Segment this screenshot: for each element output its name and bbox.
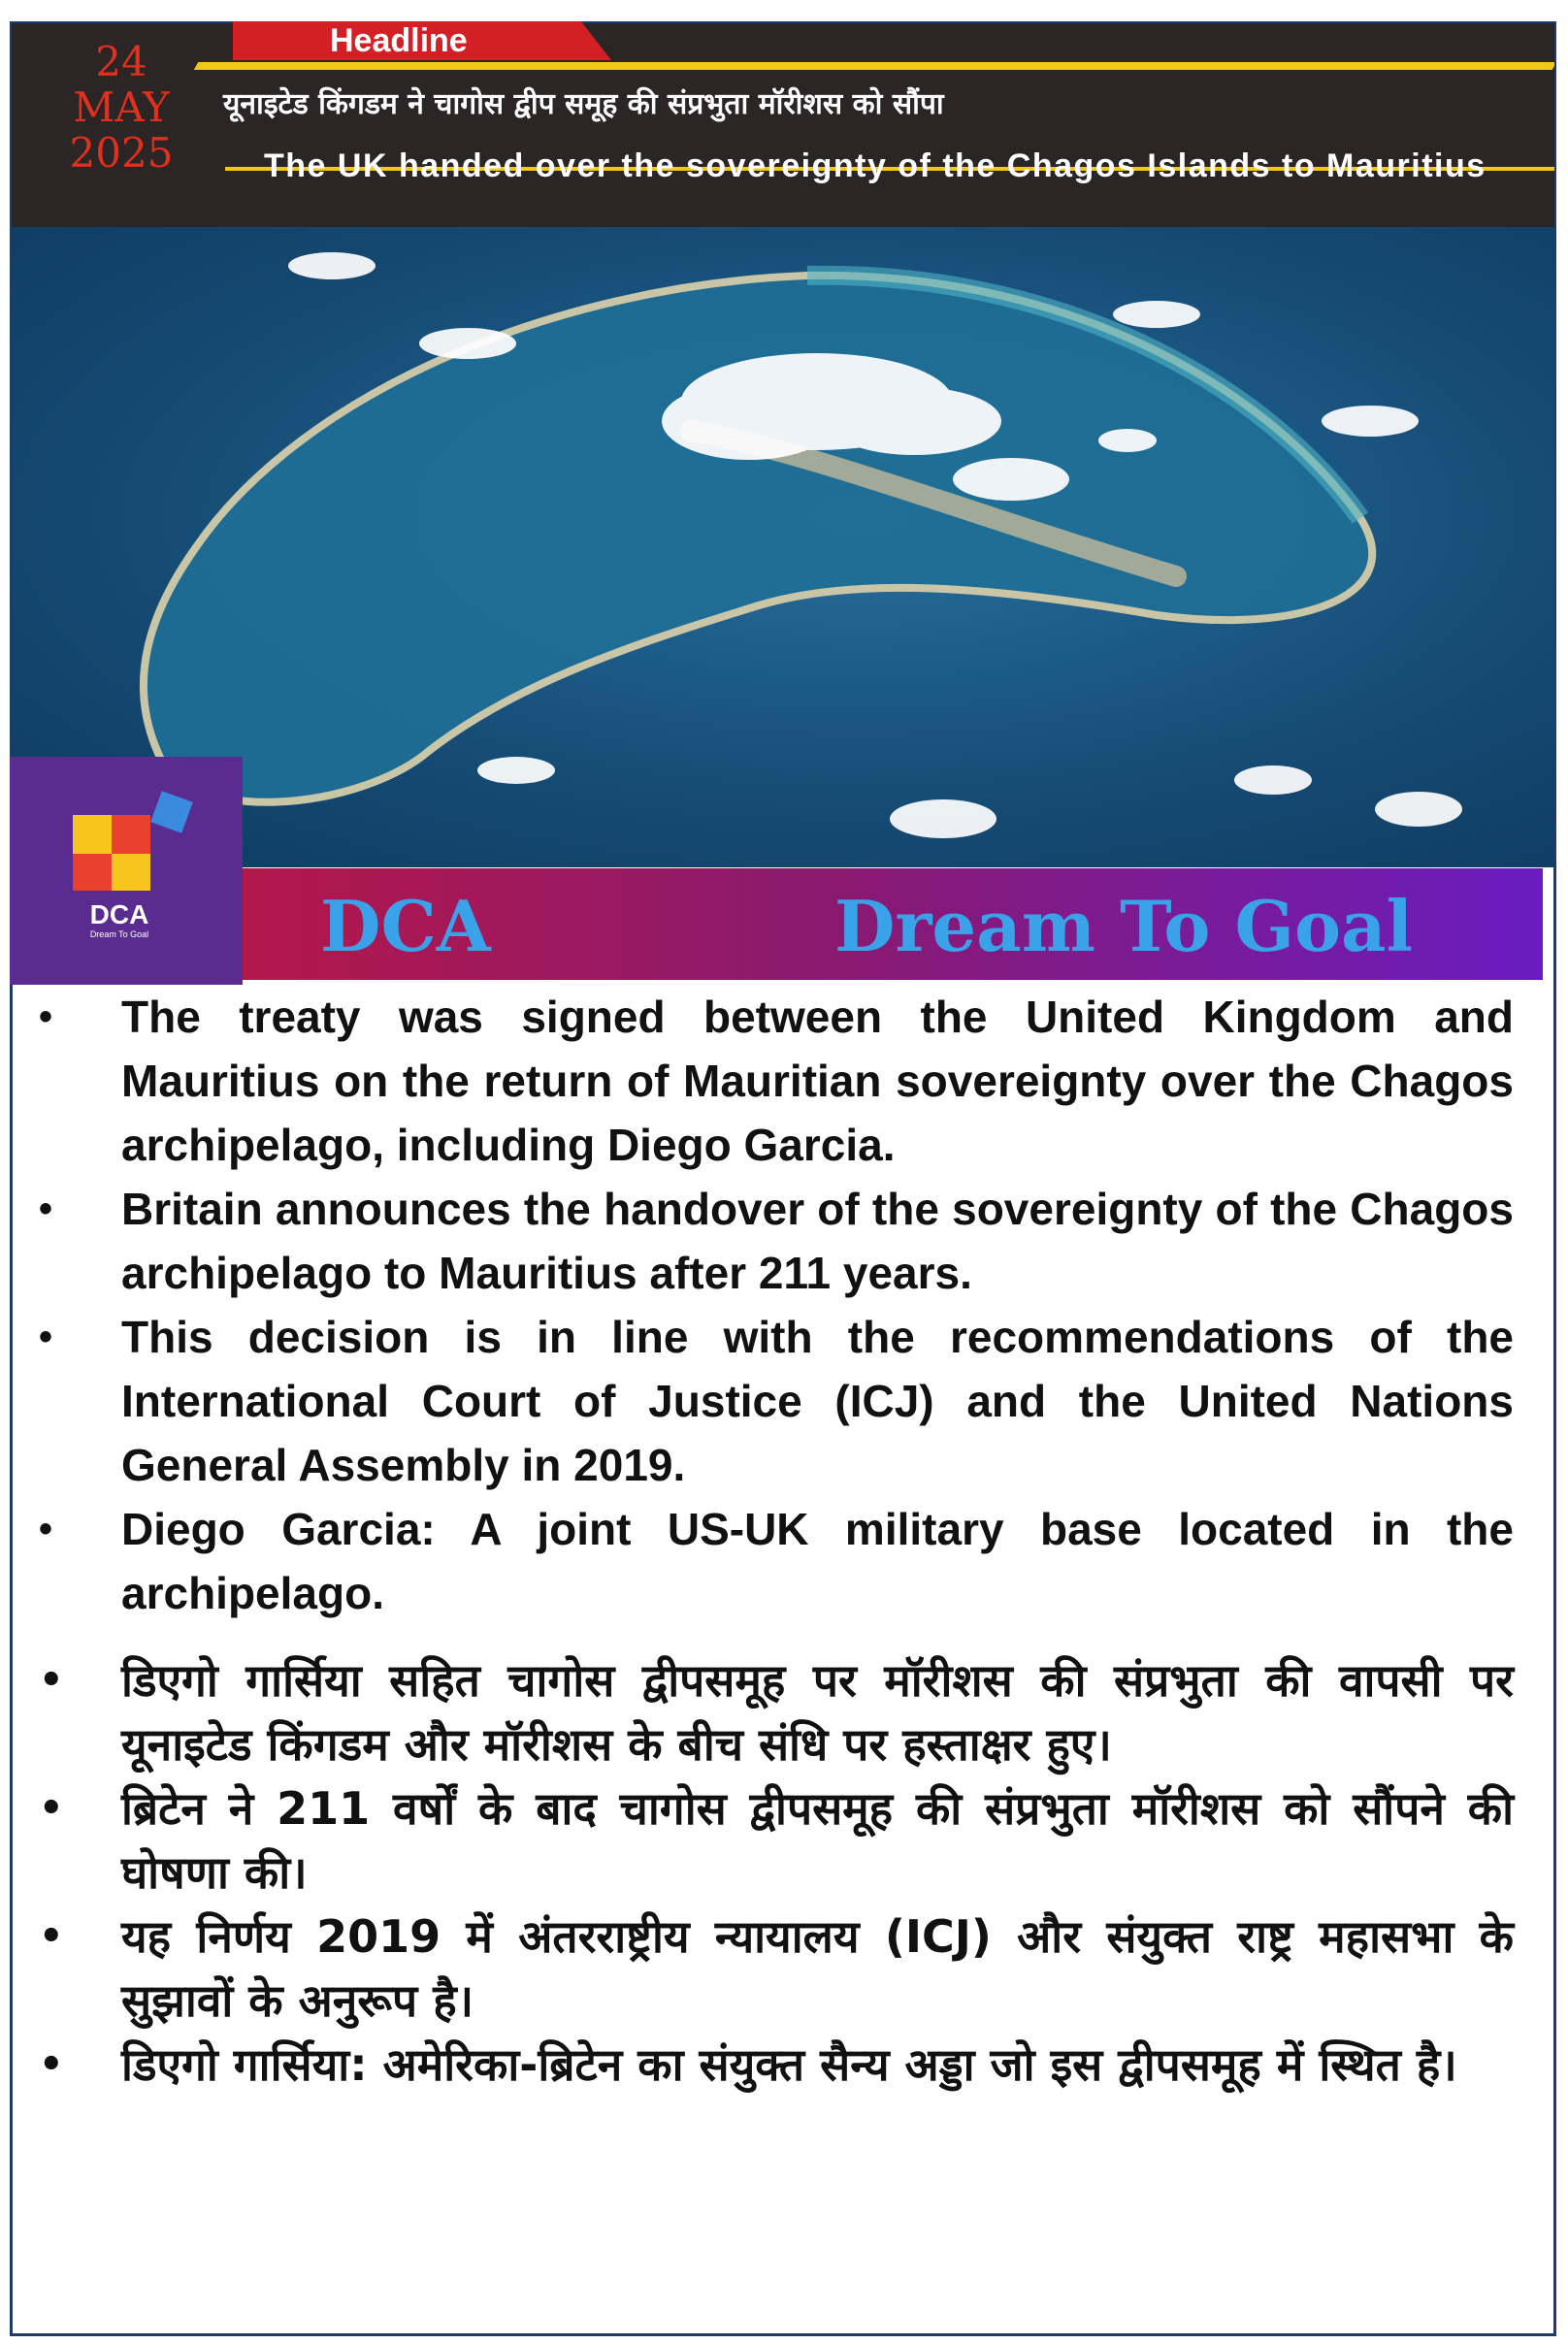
bullet-hindi-1: • डिएगो गार्सिया सहित चागोस द्वीपसमूह पर मॉरीशस की संप्रभुता की वापसी पर यूनाइटेड किंगडम और मॉरीशस के बीच संधि पर हस्ताक्षर हुए। — [29, 1648, 1514, 1776]
hindi-bullets — [29, 1648, 1514, 2097]
bullet-english-4: • Diego Garcia: A joint US-UK military base located in the archipelago. — [29, 1497, 1514, 1625]
bullet-hindi-3: • यह निर्णय 2019 में अंतरराष्ट्रीय न्यायालय (ICJ) और संयुक्त राष्ट्र महासभा के सुझावों के अनुरूप है। — [29, 1904, 1514, 2033]
bullet-dot-icon: • — [39, 1316, 53, 1358]
bullet-dot-icon: • — [39, 2042, 64, 2087]
puzzle-icon — [10, 757, 243, 985]
bullet-dot-icon: • — [39, 1508, 53, 1550]
headline-english: The UK handed over the sovereignty of the Chagos Islands to Mauritius — [264, 147, 1486, 184]
bullet-dot-icon: • — [39, 1914, 64, 1959]
banner-slogan: Dream To Goal — [834, 885, 1414, 967]
bullet-dot-icon: • — [39, 995, 53, 1038]
date-month: MAY — [73, 83, 170, 131]
bullet-list — [29, 985, 1514, 2097]
atoll-illustration — [12, 227, 1554, 867]
headline-hindi: यूनाइटेड किंगडम ने चागोस द्वीप समूह की संप्रभुता मॉरीशस को सौंपा — [223, 87, 944, 121]
date-block — [39, 39, 204, 176]
atoll-aerial-photo — [12, 227, 1554, 867]
bullet-hindi-4: • डिएगो गार्सिया: अमेरिका-ब्रिटेन का संयुक्त सैन्य अड्डा जो इस द्वीपसमूह में स्थित है। — [29, 2033, 1514, 2097]
banner-brand-name: DCA — [320, 885, 491, 967]
date-day: 24 — [95, 38, 147, 85]
bullet-english-2: • Britain announces the handover of the sovereignty of the Chagos archipelago to Mauritius after 211 years. — [29, 1177, 1514, 1305]
bullet-dot-icon: • — [39, 1786, 64, 1831]
bullet-dot-icon: • — [39, 1188, 53, 1230]
logo-name: DCA — [89, 899, 149, 929]
bullet-dot-icon: • — [39, 1658, 64, 1703]
bullet-hindi-2: • ब्रिटेन ने 211 वर्षों के बाद चागोस द्वीपसमूह की संप्रभुता मॉरीशस को सौंपने की घोषणा की। — [29, 1776, 1514, 1904]
bullet-english-3: • This decision is in line with the recommendations of the International Court of Justice (ICJ) and the United Nations General Assembly in 2019. — [29, 1305, 1514, 1497]
bullet-english-1: • The treaty was signed between the United Kingdom and Mauritius on the return of Mauritian sovereignty over the Chagos archipelago, including Diego Garcia. — [29, 985, 1514, 1177]
date-year: 2025 — [69, 129, 174, 177]
logo-tagline: Dream To Goal — [89, 929, 149, 939]
dca-logo — [10, 757, 243, 985]
headline-label: Headline — [330, 22, 468, 59]
header-accent-stripe — [194, 62, 1554, 70]
